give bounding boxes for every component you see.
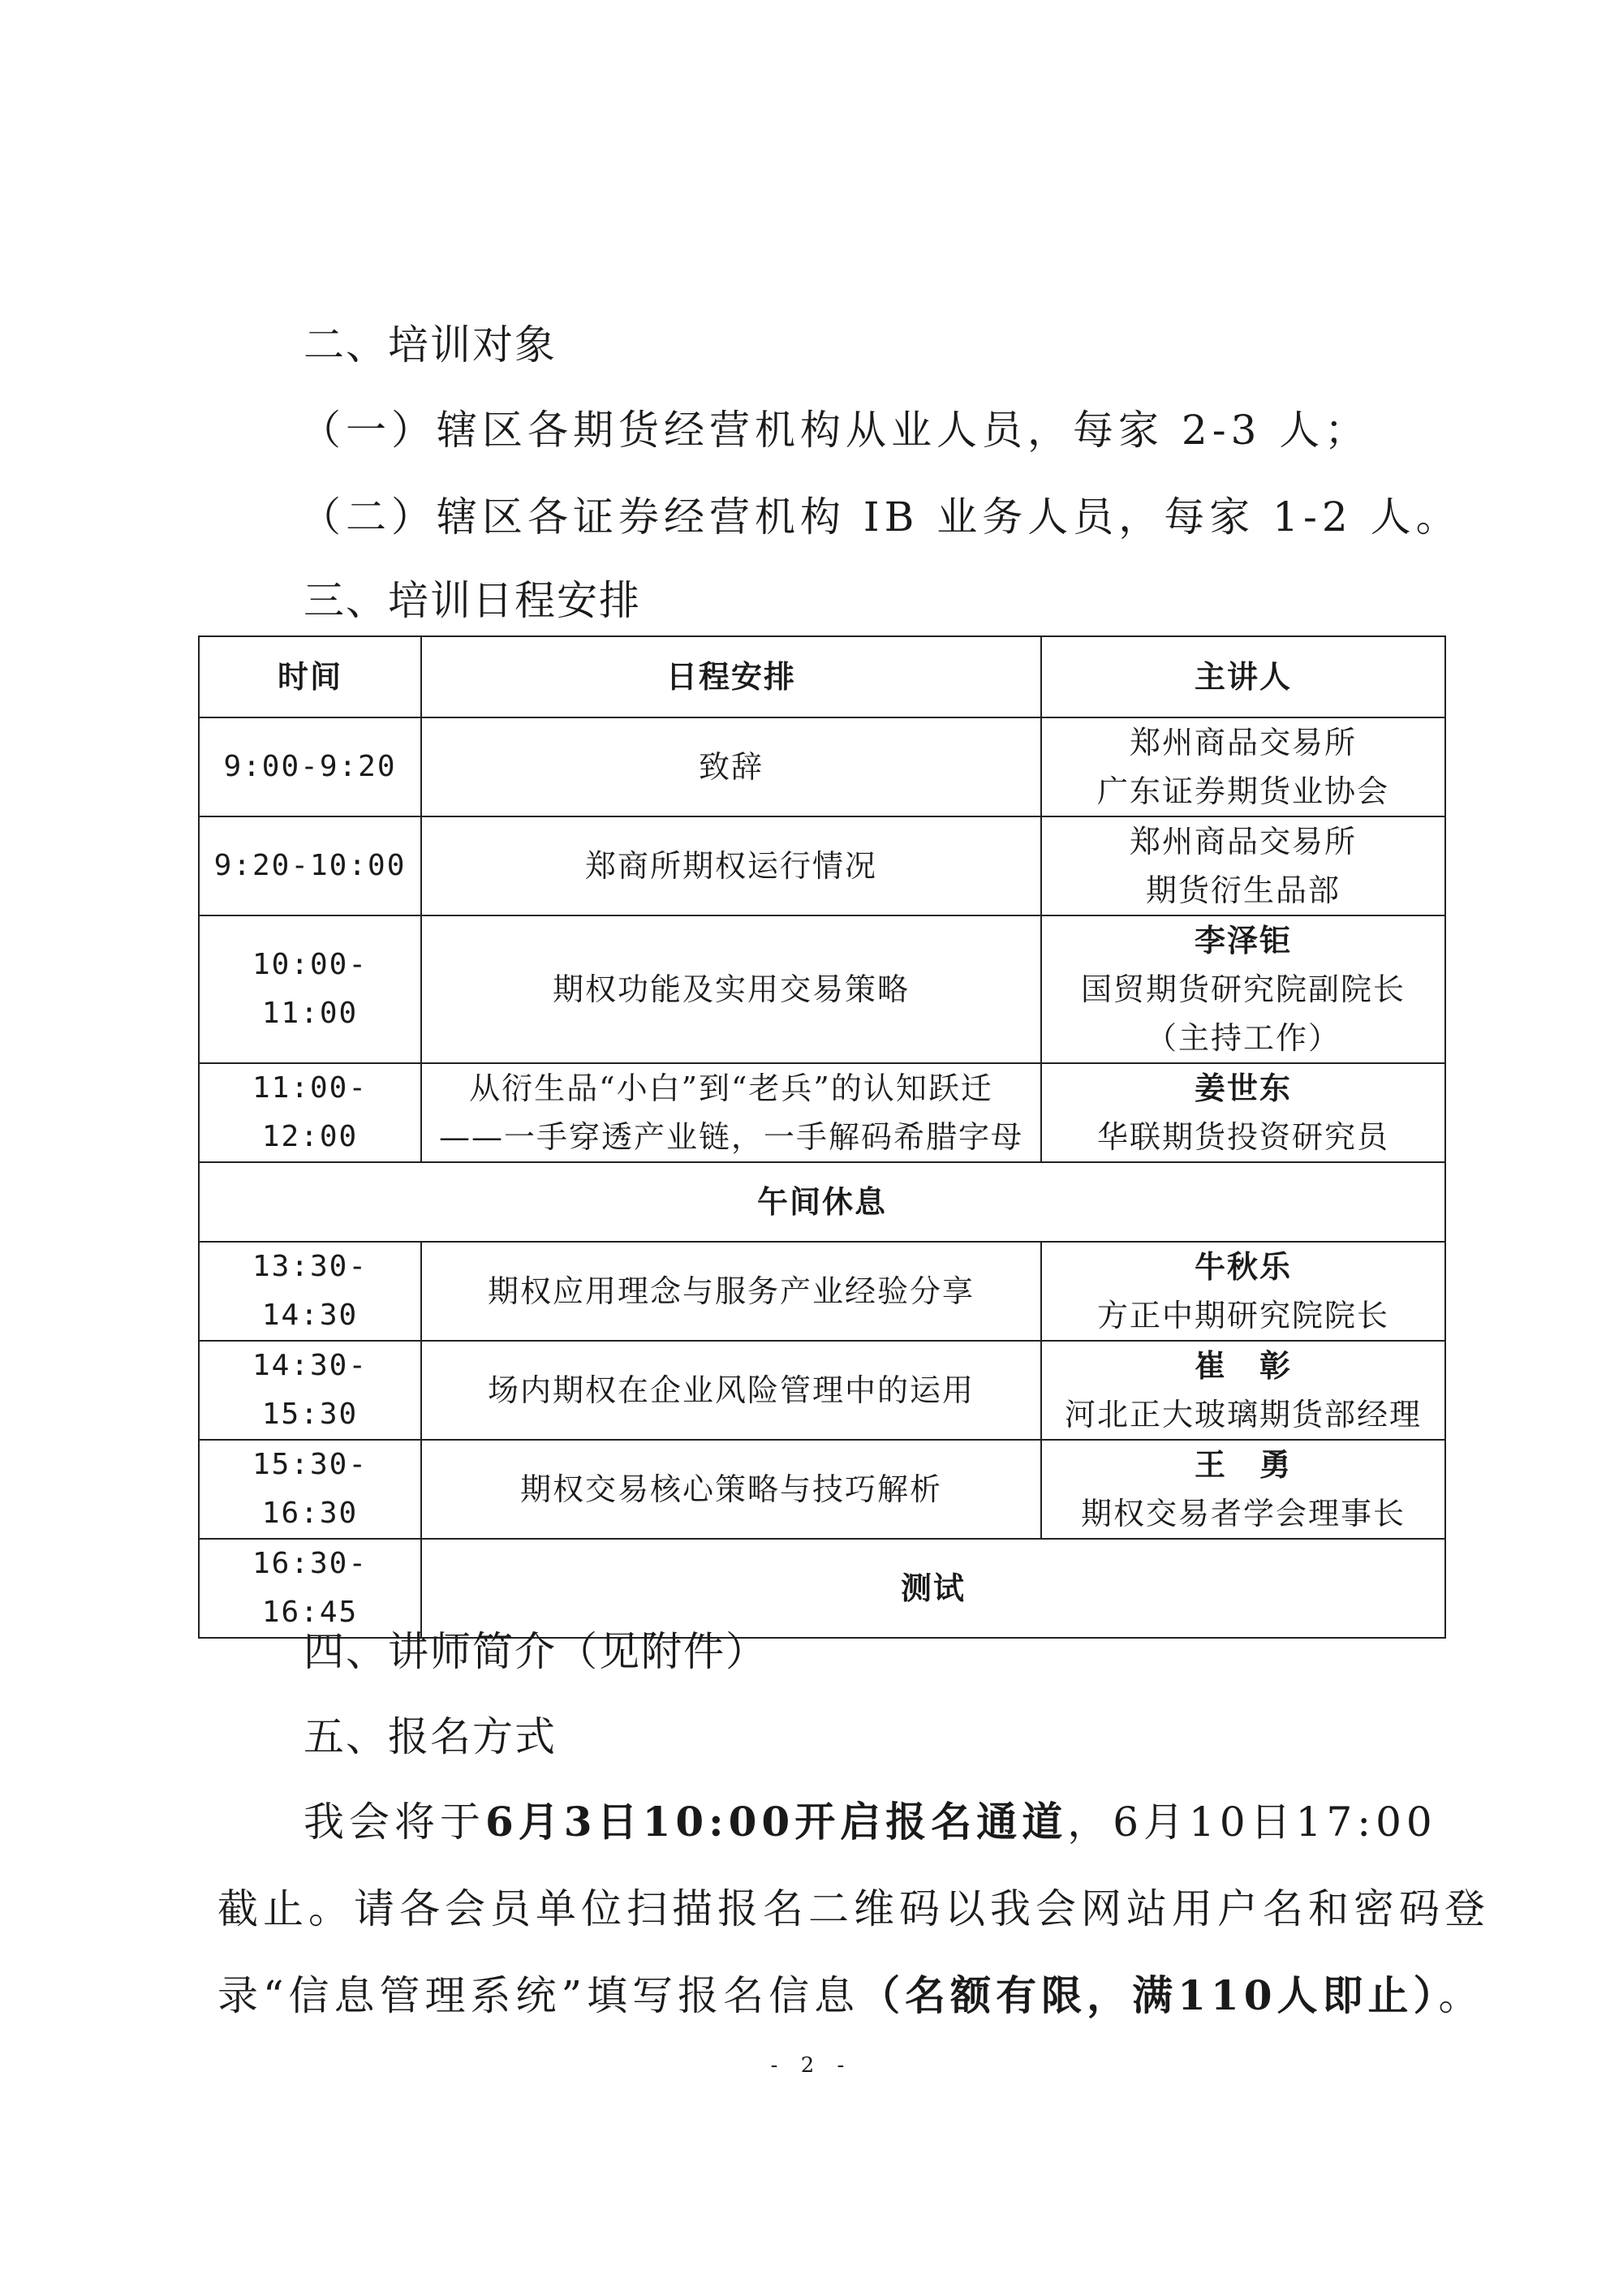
registration-quota-note: （名额有限，满110人即止） xyxy=(859,1971,1439,2019)
row-time: 9:00-9:20 xyxy=(199,717,421,816)
agenda-line: 从衍生品“小白”到“老兵”的认知跃迁 xyxy=(469,1070,993,1106)
registration-text: 录“信息管理系统”填写报名信息 xyxy=(217,1972,860,2019)
row-speaker xyxy=(1041,915,1445,1063)
instructors-note: （见附件） xyxy=(557,1628,768,1675)
row-speaker xyxy=(1041,717,1445,816)
speaker-name: 李泽钜 xyxy=(1194,923,1292,958)
row-time: 16:30-16:45 xyxy=(199,1539,421,1638)
agenda-line: ——一手穿透产业链，一手解码希腊字母 xyxy=(438,1119,1023,1155)
row-agenda: 期权应用理念与服务产业经验分享 xyxy=(421,1242,1041,1341)
registration-text: ，6月10日17:00 xyxy=(1067,1798,1437,1846)
table-header-row xyxy=(199,636,1445,717)
row-time: 9:20-10:00 xyxy=(199,816,421,915)
speaker-line: 河北正大玻璃期货部经理 xyxy=(1064,1397,1422,1432)
row-speaker xyxy=(1041,1242,1445,1341)
row-agenda: 期权功能及实用交易策略 xyxy=(421,915,1041,1063)
table-row xyxy=(199,1440,1445,1539)
speaker-line: 郑州商品交易所 xyxy=(1129,824,1357,859)
registration-line-3 xyxy=(217,1963,1484,2022)
registration-line-2: 截止。请各会员单位扫描报名二维码以我会网站用户名和密码登 xyxy=(217,1885,1490,1932)
header-agenda: 日程安排 xyxy=(421,636,1041,717)
page-number: - 2 - xyxy=(770,2053,853,2078)
table-row xyxy=(199,816,1445,915)
table-row xyxy=(199,1242,1445,1341)
section-heading-training-targets: 二、培训对象 xyxy=(304,321,557,368)
speaker-line: 广东证券期货业协会 xyxy=(1096,773,1389,809)
row-speaker xyxy=(1041,1063,1445,1162)
speaker-line: 方正中期研究院院长 xyxy=(1096,1298,1389,1333)
header-time: 时间 xyxy=(199,636,421,717)
lunch-break: 午间休息 xyxy=(199,1162,1445,1242)
row-time: 14:30-15:30 xyxy=(199,1341,421,1440)
section-heading-registration: 五、报名方式 xyxy=(304,1713,557,1760)
speaker-line: 华联期货投资研究员 xyxy=(1096,1119,1389,1155)
row-agenda: 期权交易核心策略与技巧解析 xyxy=(421,1440,1041,1539)
instructors-title: 四、讲师简介 xyxy=(304,1628,557,1675)
row-agenda-test: 测试 xyxy=(421,1539,1445,1638)
speaker-line: 期货衍生品部 xyxy=(1145,872,1341,908)
schedule-table xyxy=(198,635,1446,1639)
speaker-line: 郑州商品交易所 xyxy=(1129,725,1357,760)
row-time: 13:30-14:30 xyxy=(199,1242,421,1341)
registration-text: 我会将于 xyxy=(304,1798,485,1846)
table-row xyxy=(199,1063,1445,1162)
table-row xyxy=(199,1341,1445,1440)
section-heading-instructors xyxy=(304,1619,768,1678)
speaker-line: （主持工作） xyxy=(1145,1020,1341,1056)
table-row xyxy=(199,717,1445,816)
row-speaker xyxy=(1041,1440,1445,1539)
target-item-2: （二）辖区各证券经营机构 IB 业务人员，每家 1-2 人。 xyxy=(300,493,1462,541)
registration-open-date: 6月3日10:00开启报名通道 xyxy=(485,1798,1068,1846)
row-agenda: 郑商所期权运行情况 xyxy=(421,816,1041,915)
registration-text: 。 xyxy=(1438,1972,1484,2019)
speaker-name: 姜世东 xyxy=(1194,1070,1292,1106)
row-time: 10:00-11:00 xyxy=(199,915,421,1063)
header-speaker: 主讲人 xyxy=(1041,636,1445,717)
registration-line-1 xyxy=(304,1790,1437,1848)
row-speaker xyxy=(1041,1341,1445,1440)
row-time: 11:00-12:00 xyxy=(199,1063,421,1162)
section-heading-schedule: 三、培训日程安排 xyxy=(304,577,641,624)
row-agenda: 场内期权在企业风险管理中的运用 xyxy=(421,1341,1041,1440)
speaker-line: 国贸期货研究院副院长 xyxy=(1080,971,1406,1007)
row-speaker xyxy=(1041,816,1445,915)
target-item-1: （一）辖区各期货经营机构从业人员，每家 2-3 人； xyxy=(300,407,1371,454)
table-row xyxy=(199,915,1445,1063)
speaker-name: 王 勇 xyxy=(1194,1447,1292,1483)
speaker-line: 期权交易者学会理事长 xyxy=(1080,1496,1406,1531)
row-agenda: 致辞 xyxy=(421,717,1041,816)
speaker-name: 崔 彰 xyxy=(1194,1348,1292,1384)
row-time: 15:30-16:30 xyxy=(199,1440,421,1539)
speaker-name: 牛秋乐 xyxy=(1194,1249,1292,1285)
row-agenda xyxy=(421,1063,1041,1162)
lunch-row xyxy=(199,1162,1445,1242)
